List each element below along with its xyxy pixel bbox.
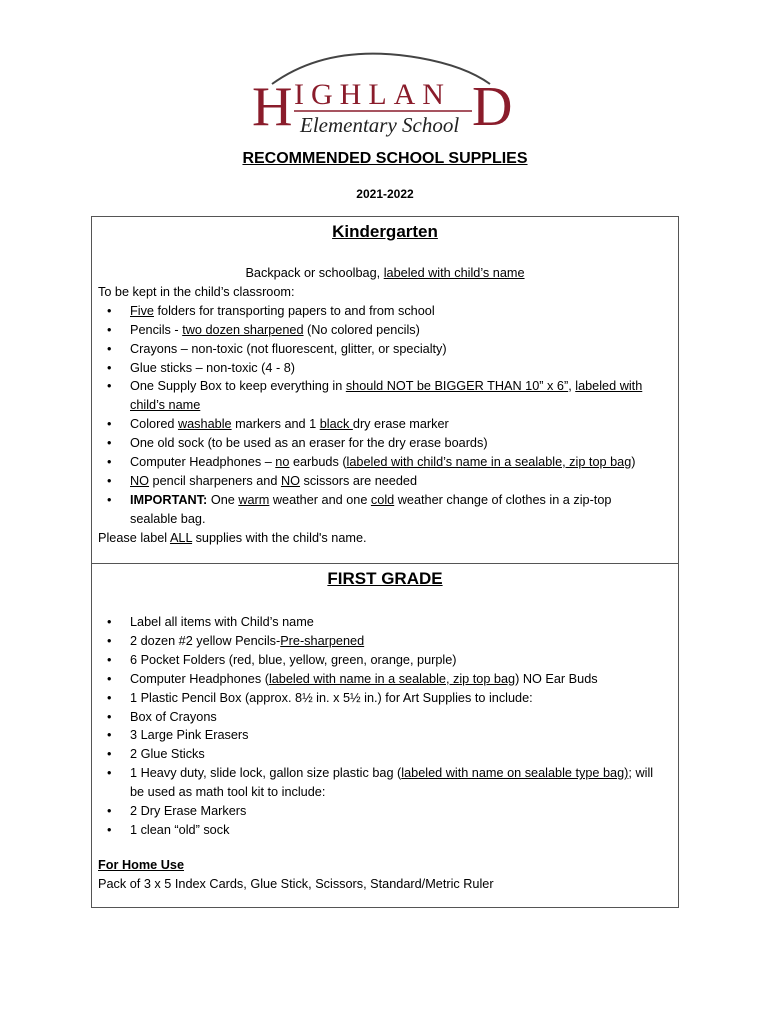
list-item (92, 434, 678, 453)
home-use-label: For Home Use (98, 857, 185, 872)
item-text: Glue sticks – non-toxic (4 - 8) (130, 360, 295, 375)
item-text: Crayons – non-toxic (not fluorescent, glitter, or specialty) (130, 341, 447, 356)
first-grade-list (92, 613, 678, 840)
list-item (92, 302, 678, 321)
list-item (92, 359, 678, 378)
item-text: labeled with name on sealable type bag) (401, 766, 629, 781)
item-text: earbuds ( (289, 455, 347, 470)
list-item (92, 726, 678, 745)
item-text: 2 Dry Erase Markers (130, 804, 247, 819)
list-item (92, 821, 678, 840)
item-text: Colored (130, 417, 178, 432)
item-text: Label all items with Child’s name (130, 615, 314, 629)
item-text: black (319, 417, 353, 432)
item-text: ) (631, 455, 636, 470)
backpack-underlined: labeled with child’s name (383, 266, 525, 280)
list-item (92, 415, 678, 434)
item-text: labeled with name in a sealable, zip top bag (268, 671, 516, 686)
item-text: washable (177, 417, 232, 432)
item-text: 2 dozen #2 yellow Pencils- (130, 633, 281, 648)
list-item (92, 340, 678, 359)
item-text: 1 Heavy duty, slide lock, gallon size plastic bag ( (130, 766, 402, 781)
item-text: 3 Large Pink Erasers (130, 728, 249, 743)
list-item (92, 689, 678, 708)
logo-subtitle: Elementary School (300, 113, 460, 137)
item-text: 1 clean “old” sock (130, 822, 230, 837)
list-item (92, 472, 678, 491)
classroom-intro: To be kept in the child’s classroom: (98, 284, 295, 299)
list-item (92, 321, 678, 340)
logo-wordmark: IGHLAN (294, 78, 451, 111)
item-text: One (207, 492, 239, 507)
first-grade-section (91, 563, 679, 908)
item-text: NO (280, 473, 300, 488)
item-text: two dozen sharpened (182, 322, 304, 337)
item-text: Computer Headphones ( (130, 671, 269, 686)
item-text: ; will be used as math tool kit to include: (130, 766, 654, 800)
page-title: RECOMMENDED SCHOOL SUPPLIES (242, 150, 528, 167)
label-all-note (92, 529, 678, 548)
item-text: cold (370, 492, 395, 507)
item-text: Pre-sharpened (280, 633, 365, 648)
item-text: weather change of clothes in a zip-top sealable bag. (130, 492, 612, 526)
home-use-text: Pack of 3 x 5 Index Cards, Glue Stick, Scissors, Standard/Metric Ruler (98, 876, 494, 891)
list-item (92, 745, 678, 764)
item-text: scissors are needed (299, 473, 418, 488)
item-text: should NOT be BIGGER THAN 10” x 6” (345, 379, 569, 394)
list-item (92, 377, 678, 415)
logo-letter-d: D (472, 76, 513, 138)
item-text: One Supply Box to keep everything in (130, 379, 346, 394)
kindergarten-list (92, 302, 678, 529)
list-item (92, 802, 678, 821)
item-text: weather and one (269, 492, 371, 507)
item-text: markers and 1 (231, 417, 320, 432)
item-text: no (275, 455, 290, 470)
logo-letter-h: H (252, 76, 293, 138)
item-text: warm (238, 492, 270, 507)
kindergarten-section (91, 216, 679, 564)
item-text: Computer Headphones – (130, 455, 276, 470)
school-year: 2021-2022 (356, 187, 414, 201)
list-item (92, 613, 678, 632)
school-logo (250, 48, 520, 148)
first-grade-heading: FIRST GRADE (327, 569, 443, 588)
list-item (92, 764, 678, 802)
footer-underlined: ALL (169, 530, 193, 545)
item-text: 6 Pocket Folders (red, blue, yellow, green, orange, purple) (130, 652, 457, 667)
list-item (92, 632, 678, 651)
item-text: folders for transporting papers to and from school (153, 303, 435, 318)
item-text: pencil sharpeners and (149, 473, 281, 488)
item-text: (No colored pencils) (303, 322, 420, 337)
list-item (92, 453, 678, 472)
list-item (92, 708, 678, 727)
item-text: 1 Plastic Pencil Box (approx. 8½ in. x 5½ in.) for Art Supplies to include: (130, 690, 533, 705)
item-text: Five (130, 303, 154, 318)
item-text: 2 Glue Sticks (130, 747, 205, 762)
item-text: ) NO Ear Buds (515, 671, 598, 686)
item-text: labeled with child’s name in a sealable, zip top bag (346, 455, 632, 470)
item-text: Pencils - (130, 322, 183, 337)
list-item (92, 651, 678, 670)
footer-text-b: supplies with the child's name. (192, 530, 367, 545)
kindergarten-heading: Kindergarten (332, 222, 438, 241)
footer-text-a: Please label (98, 530, 170, 545)
backpack-text: Backpack or schoolbag, (245, 266, 384, 280)
item-text: , (568, 379, 576, 394)
item-text: NO (130, 473, 150, 488)
item-text: labeled with child’s name (130, 379, 643, 413)
item-text: IMPORTANT: (130, 492, 208, 507)
list-item (92, 670, 678, 689)
item-text: Box of Crayons (130, 709, 217, 724)
item-text: One old sock (to be used as an eraser for the dry erase boards) (130, 436, 488, 451)
item-text: dry erase marker (352, 417, 449, 432)
list-item (92, 491, 678, 529)
backpack-line (92, 264, 678, 283)
